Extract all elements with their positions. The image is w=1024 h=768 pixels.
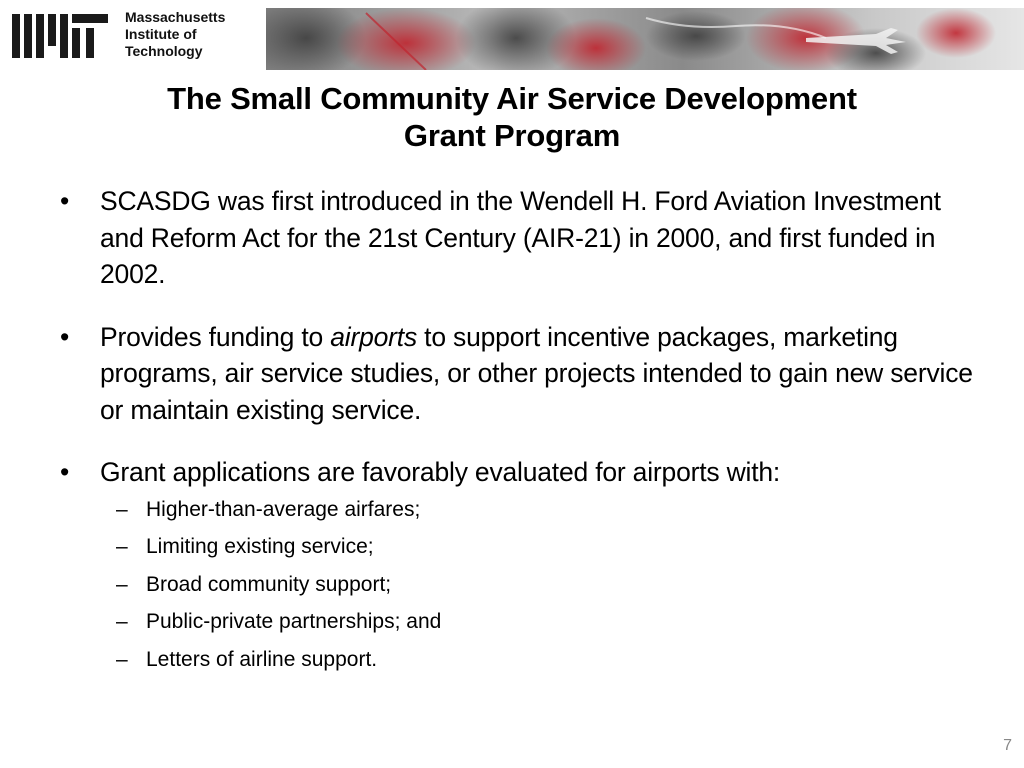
sub-bullet-item	[60, 491, 980, 529]
title-line-2: Grant Program	[403, 118, 621, 153]
slide-body	[60, 183, 980, 678]
sub-bullet-item	[60, 603, 980, 641]
page-number: 7	[1003, 737, 1012, 754]
sub-bullet-item	[60, 566, 980, 604]
sub-bullet-text: Limiting existing service;	[146, 535, 374, 558]
slide-title	[0, 80, 1024, 154]
bullet-marker: •	[60, 321, 70, 352]
institution-line-2: Institute of	[125, 26, 197, 42]
title-line-1: The Small Community Air Service Development	[167, 81, 857, 116]
bullet-text-prefix: Provides funding to	[100, 321, 331, 352]
world-map-banner	[266, 8, 1024, 70]
bullet-item	[60, 454, 980, 491]
sub-bullet-text: Broad community support;	[146, 572, 392, 596]
bullet-marker: •	[60, 457, 70, 487]
bullet-text-suffix: to support incentive packages, marketing programs, air service studies, or other projects intended to gain new service or maintain existing service.	[100, 321, 973, 425]
sub-bullet-list	[60, 491, 980, 679]
dash-marker: –	[116, 535, 128, 558]
mit-logo	[12, 12, 110, 60]
bullet-item	[60, 319, 980, 429]
bullet-text: Grant applications are favorably evaluated for airports with:	[100, 457, 781, 487]
dash-marker: –	[116, 572, 128, 596]
bullet-marker: •	[60, 186, 70, 216]
sub-bullet-text: Public-private partnerships; and	[146, 610, 442, 633]
bullet-text: SCASDG was first introduced in the Wendell H. Ford Aviation Investment and Reform Act for the 21st Century (AIR-21) in 2000, and first funded in 2002.	[100, 186, 941, 289]
institution-name	[125, 9, 225, 60]
slide-header	[0, 0, 1024, 70]
institution-line-1: Massachusetts	[125, 9, 226, 25]
dash-marker: –	[116, 610, 128, 633]
sub-bullet-text: Higher-than-average airfares;	[146, 497, 421, 521]
sub-bullet-item	[60, 528, 980, 566]
sub-bullet-item	[60, 641, 980, 679]
bullet-item	[60, 183, 980, 293]
institution-line-3: Technology	[125, 43, 203, 59]
bullet-text-emphasis: airports	[330, 321, 417, 352]
sub-bullet-text: Letters of airline support.	[146, 647, 378, 671]
dash-marker: –	[116, 647, 128, 671]
dash-marker: –	[116, 497, 128, 521]
